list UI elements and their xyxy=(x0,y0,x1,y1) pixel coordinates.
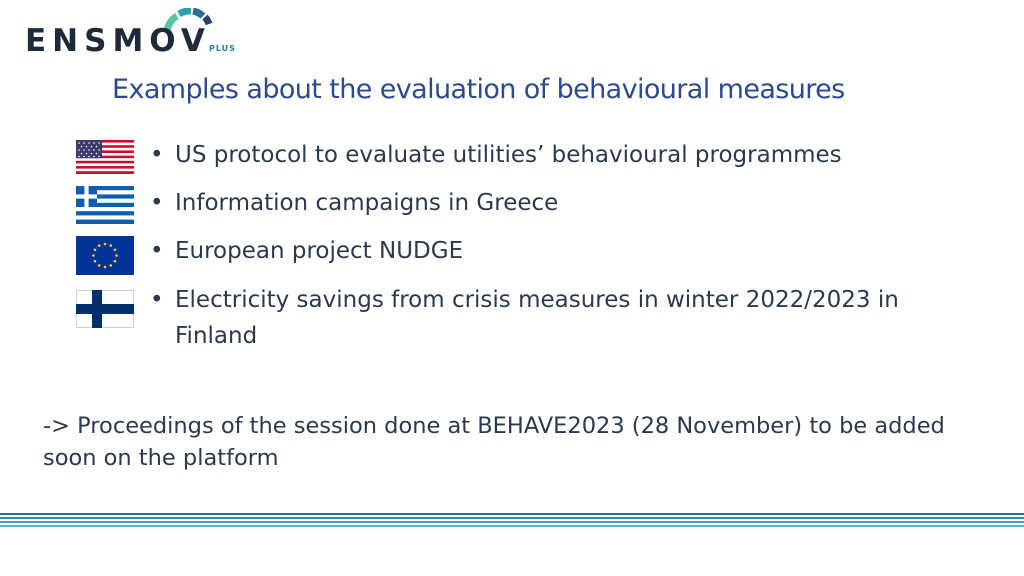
us-flag-icon xyxy=(76,140,134,176)
proceedings-note: -> Proceedings of the session done at BEHAVE2023 (28 November) to be added soon on the platform xyxy=(43,413,945,471)
bullet-text: European project NUDGE xyxy=(175,238,464,264)
footer-stripe xyxy=(0,513,1024,515)
eu-flag-icon xyxy=(76,236,134,272)
logo-plus-label: PLUS xyxy=(209,44,236,53)
bullet-dot: • xyxy=(150,287,164,313)
footer-stripe xyxy=(0,521,1024,523)
bullet-item xyxy=(150,233,970,269)
bullet-item xyxy=(150,185,970,221)
footer-stripe xyxy=(0,525,1024,527)
footer-stripe xyxy=(0,517,1024,519)
bullet-dot: • xyxy=(150,190,164,216)
bullet-item xyxy=(150,282,940,354)
logo-wordmark: ENSMOV xyxy=(25,23,211,59)
bullet-text: Electricity savings from crisis measures in winter 2022/2023 in Finland xyxy=(175,287,899,349)
ensmov-plus-logo xyxy=(25,8,245,58)
bullet-dot: • xyxy=(150,238,164,264)
bullet-item xyxy=(150,137,970,173)
bullet-text: US protocol to evaluate utilities’ behavioural programmes xyxy=(175,142,842,168)
page-title: Examples about the evaluation of behavioural measures xyxy=(112,74,845,105)
bullet-text: Information campaigns in Greece xyxy=(175,190,559,216)
footer-stripes xyxy=(0,513,1024,529)
finland-flag-icon xyxy=(76,290,134,326)
bullet-dot: • xyxy=(150,142,164,168)
greece-flag-icon xyxy=(76,186,134,222)
